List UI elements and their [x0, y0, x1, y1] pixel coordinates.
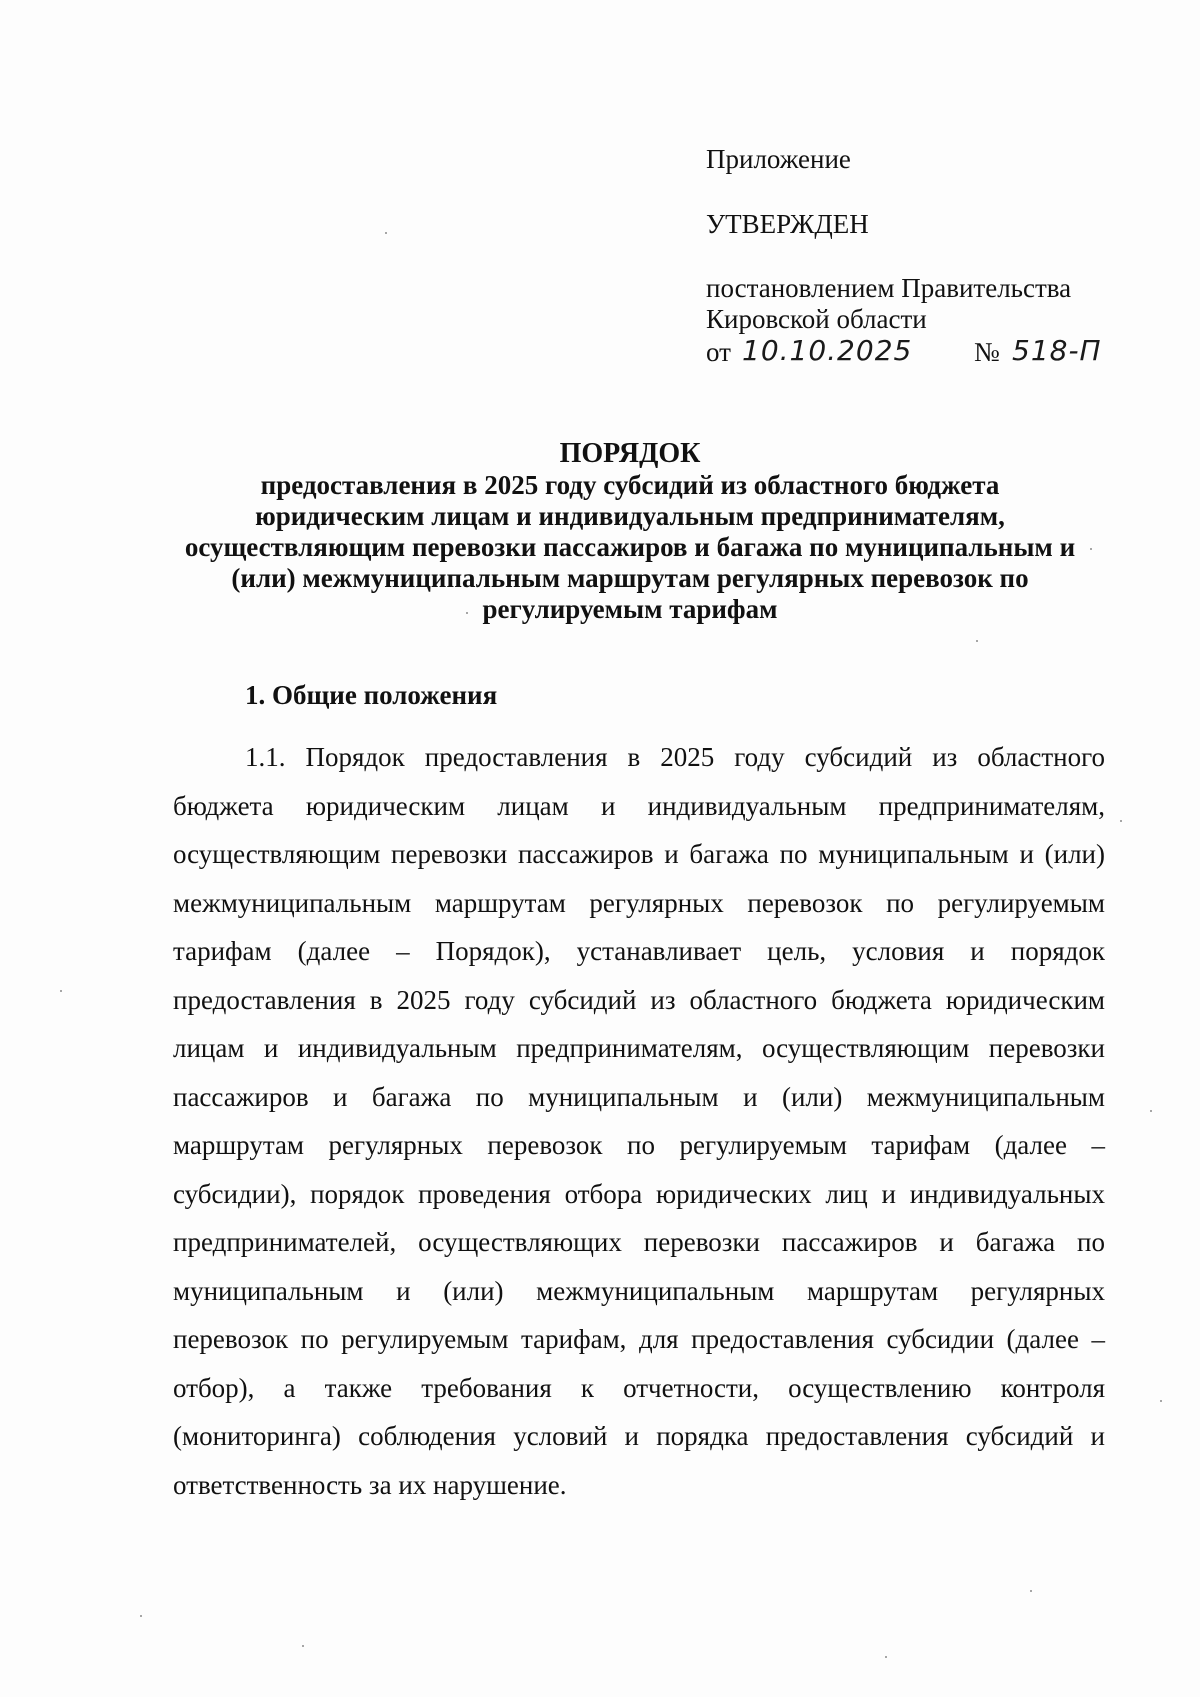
paragraph-1-1 [173, 740, 1105, 1516]
title-line: предоставления в 2025 году субсидий из областного бюджета [260, 470, 1000, 500]
title-line: юридическим лицам и индивидуальным предпринимателям, [255, 501, 1005, 531]
paragraph-line: маршрутам регулярных перевозок по регулируемым тарифам (далее – [173, 1130, 1105, 1160]
approval-block [706, 144, 1126, 371]
number-sign: № [974, 337, 1000, 367]
paragraph-line: субсидии), порядок проведения отбора юридических лиц и индивидуальных [173, 1178, 1105, 1209]
date-prefix: от [706, 337, 731, 367]
paragraph-line: межмуниципальным маршрутам регулярных перевозок по регулируемым [173, 887, 1105, 918]
handwritten-number: 518-П [1012, 334, 1102, 367]
paragraph-line: ответственность за их нарушение. [173, 1469, 567, 1500]
paragraph-line: лицам и индивидуальным предпринимателям, осуществляющим перевозки [173, 1033, 1105, 1063]
paragraph-line: тарифам (далее – Порядок), устанавливает цель, условия и порядок [173, 936, 1105, 966]
paragraph-line: бюджета юридическим лицам и индивидуальным предпринимателям, [173, 790, 1105, 821]
handwritten-date: 10.10.2025 [742, 334, 913, 367]
scan-speck [385, 232, 387, 234]
paragraph-line: предпринимателей, осуществляющих перевозки пассажиров и багажа по [173, 1227, 1105, 1257]
scan-speck [1090, 548, 1092, 550]
date-number-row [706, 335, 1126, 371]
scan-speck [1120, 820, 1122, 822]
scan-speck [885, 1656, 887, 1658]
resolution-line-2: Кировской области [706, 304, 927, 334]
paragraph-line: отбор), а также требования к отчетности, осуществлению контроля [173, 1372, 1105, 1403]
resolution-line-1: постановлением Правительства [706, 273, 1072, 303]
section-heading: 1. Общие положения [245, 680, 498, 710]
paragraph-line: перевозок по регулируемым тарифам, для предоставления субсидии (далее – [173, 1324, 1105, 1354]
title-line: осуществляющим перевозки пассажиров и багажа по муниципальным и [184, 532, 1076, 562]
title-heading: ПОРЯДОК [559, 438, 701, 469]
appendix-label: Приложение [706, 144, 851, 174]
paragraph-line: пассажиров и багажа по муниципальным и (или) межмуниципальным [173, 1081, 1105, 1112]
title-line: регулируемым тарифам [482, 594, 778, 624]
paragraph-line: осуществляющим перевозки пассажиров и багажа по муниципальным и (или) [173, 839, 1105, 869]
scan-speck [976, 640, 978, 642]
document-title [140, 438, 1120, 625]
scan-speck [302, 1645, 304, 1647]
scan-speck [1160, 1400, 1162, 1402]
scan-speck [1150, 1110, 1152, 1112]
scan-speck [60, 990, 62, 992]
paragraph-line: предоставления в 2025 году субсидий из областного бюджета юридическим [173, 984, 1105, 1015]
paragraph-line: муниципальным и (или) межмуниципальным маршрутам регулярных [173, 1275, 1105, 1306]
scan-speck [140, 1615, 142, 1617]
approved-label: УТВЕРЖДЕН [706, 209, 869, 239]
paragraph-line: (мониторинга) соблюдения условий и порядка предоставления субсидий и [173, 1421, 1105, 1451]
title-line: (или) межмуниципальным маршрутам регулярных перевозок по [231, 563, 1029, 593]
scan-speck [466, 612, 468, 614]
scan-speck [1030, 1590, 1032, 1592]
paragraph-line: 1.1. Порядок предоставления в 2025 году субсидий из областного [245, 742, 1105, 772]
